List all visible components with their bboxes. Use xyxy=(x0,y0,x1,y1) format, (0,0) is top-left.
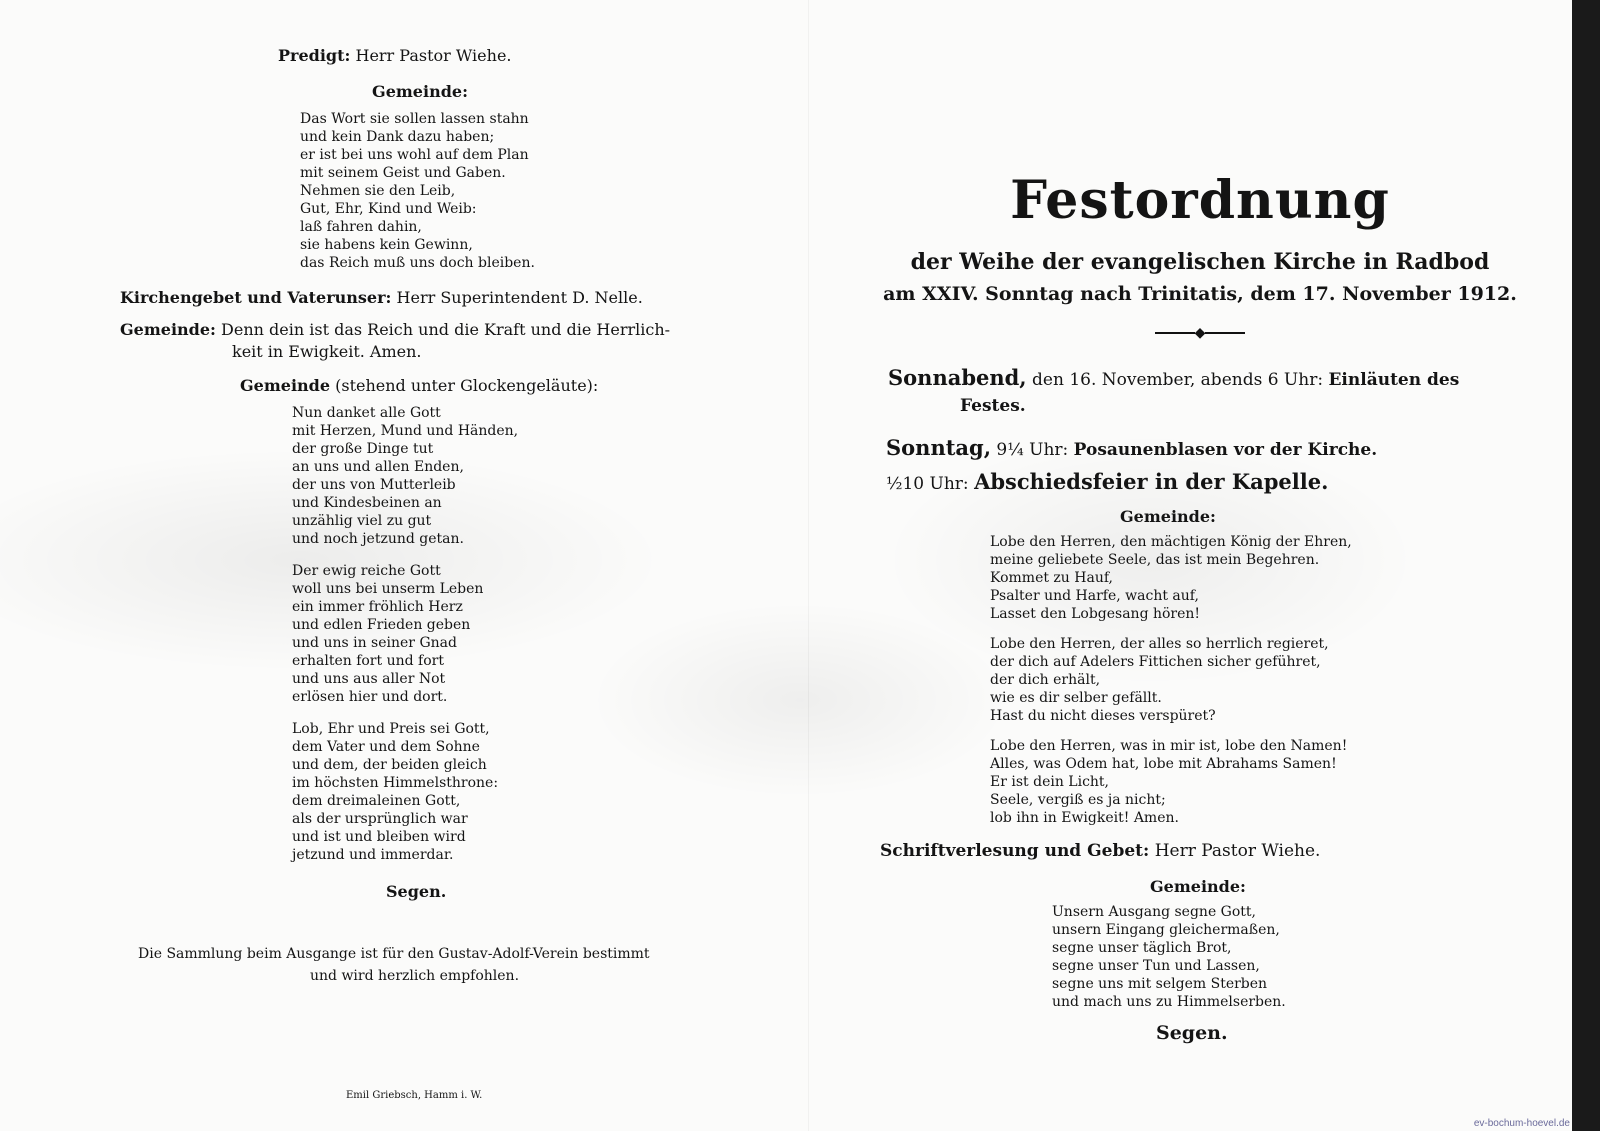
verse-line: mit seinem Geist und Gaben. xyxy=(300,165,506,181)
verse-line: woll uns bei unserm Leben xyxy=(292,581,484,597)
left-page xyxy=(120,46,720,986)
verse-line: sie habens kein Gewinn, xyxy=(300,237,473,253)
sonnabend-event-cont: Festes. xyxy=(960,396,1026,416)
hymn-lobe-den-herren-1 xyxy=(990,533,1520,623)
gemeinde-response-2: keit in Ewigkeit. Amen. xyxy=(232,342,422,361)
sonnabend-event: Einläuten des xyxy=(1328,370,1460,390)
sonntag-event: Posaunenblasen vor der Kirche. xyxy=(1073,440,1378,460)
verse-line: Nun danket alle Gott xyxy=(292,405,441,421)
verse-line: Hast du nicht dieses verspüret? xyxy=(990,708,1216,724)
verse-line: das Reich muß uns doch bleiben. xyxy=(300,255,535,271)
sonnabend-time: den 16. November, abends 6 Uhr: xyxy=(1032,370,1324,390)
verse-line: Lob, Ehr und Preis sei Gott, xyxy=(292,721,490,737)
kirchengebet-label: Kirchengebet und Vaterunser: xyxy=(120,288,392,307)
verse-line: und kein Dank dazu haben; xyxy=(300,129,495,145)
verse-line: Lobe den Herren, den mächtigen König der Ehren, xyxy=(990,534,1352,550)
verse-line: Unsern Ausgang segne Gott, xyxy=(1052,904,1256,920)
verse-line: und mach uns zu Himmelserben. xyxy=(1052,994,1286,1010)
scan-edge xyxy=(1572,0,1600,1131)
document-title: Festordnung xyxy=(1010,170,1390,231)
verse-line: jetzund und immerdar. xyxy=(292,847,454,863)
gemeinde-label-3: Gemeinde xyxy=(240,376,331,395)
segen-left: Segen. xyxy=(386,882,447,901)
verse-line: der dich erhält, xyxy=(990,672,1101,688)
sonntag-label: Sonntag, xyxy=(886,435,992,460)
verse-line: an uns und allen Enden, xyxy=(292,459,464,475)
abschied-line xyxy=(886,469,1520,497)
sammlung-line-2: und wird herzlich empfohlen. xyxy=(310,968,520,984)
verse-line: wie es dir selber gefällt. xyxy=(990,690,1162,706)
schrift-label: Schriftverlesung und Gebet: xyxy=(880,841,1150,861)
verse-line: Alles, was Odem hat, lobe mit Abrahams Samen! xyxy=(990,756,1337,772)
center-fold xyxy=(808,0,809,1131)
schrift-speaker: Herr Pastor Wiehe. xyxy=(1154,841,1321,861)
verse-line: und Kindesbeinen an xyxy=(292,495,442,511)
verse-line: und ist und bleiben wird xyxy=(292,829,466,845)
kirchengebet-speaker: Herr Superintendent D. Nelle. xyxy=(396,288,643,307)
verse-line: Lobe den Herren, der alles so herrlich regieret, xyxy=(990,636,1329,652)
verse-line: meine geliebete Seele, das ist mein Begehren. xyxy=(990,552,1320,568)
schrift-line xyxy=(880,841,1520,861)
sonntag-time: 9¼ Uhr: xyxy=(996,440,1069,460)
verse-line: und noch jetzund getan. xyxy=(292,531,464,547)
gemeinde-response-1: Denn dein ist das Reich und die Kraft und die Herrlich- xyxy=(221,320,671,339)
sonntag-line xyxy=(886,435,1520,463)
verse-line: er ist bei uns wohl auf dem Plan xyxy=(300,147,529,163)
hymn-nun-danket-3 xyxy=(292,720,720,864)
verse-line: Gut, Ehr, Kind und Weib: xyxy=(300,201,477,217)
verse-line: lob ihn in Ewigkeit! Amen. xyxy=(990,810,1179,826)
verse-line: als der ursprünglich war xyxy=(292,811,468,827)
verse-line: Psalter und Harfe, wacht auf, xyxy=(990,588,1199,604)
printer-imprint: Emil Griebsch, Hamm i. W. xyxy=(346,1090,483,1101)
verse-line: erhalten fort und fort xyxy=(292,653,444,669)
verse-line: dem dreimaleinen Gott, xyxy=(292,793,461,809)
verse-line: unzählig viel zu gut xyxy=(292,513,432,529)
verse-line: der uns von Mutterleib xyxy=(292,477,456,493)
segen-right: Segen. xyxy=(1156,1022,1228,1044)
verse-line: Das Wort sie sollen lassen stahn xyxy=(300,111,529,127)
document-subtitle: der Weihe der evangelischen Kirche in Radbod xyxy=(910,249,1490,275)
hymn-unsern-ausgang xyxy=(1052,903,1520,1011)
predigt-line xyxy=(278,46,720,66)
hymn-das-wort xyxy=(300,110,720,272)
verse-line: segne unser täglich Brot, xyxy=(1052,940,1232,956)
gemeinde-response-line xyxy=(120,320,720,340)
sonnabend-line xyxy=(888,365,1520,393)
abschied-event: Abschiedsfeier in der Kapelle. xyxy=(974,469,1329,494)
verse-line: und uns aus aller Not xyxy=(292,671,446,687)
verse-line: unsern Eingang gleichermaßen, xyxy=(1052,922,1280,938)
verse-line: erlösen hier und dort. xyxy=(292,689,448,705)
verse-line: Kommet zu Hauf, xyxy=(990,570,1113,586)
gemeinde-label-2: Gemeinde: xyxy=(120,320,216,339)
gemeinde-heading-3 xyxy=(240,376,720,396)
gemeinde-instruction: (stehend unter Glockengeläute): xyxy=(335,376,599,395)
hymn-nun-danket-1 xyxy=(292,404,720,548)
verse-line: dem Vater und dem Sohne xyxy=(292,739,480,755)
verse-line: Lobe den Herren, was in mir ist, lobe den Namen! xyxy=(990,738,1348,754)
sonnabend-label: Sonnabend, xyxy=(888,365,1027,390)
hymn-nun-danket-2 xyxy=(292,562,720,706)
verse-line: und edlen Frieden geben xyxy=(292,617,471,633)
hymn-lobe-den-herren-2 xyxy=(990,635,1520,725)
gemeinde-heading-1: Gemeinde: xyxy=(372,82,468,101)
verse-line: der dich auf Adelers Fittichen sicher geführet, xyxy=(990,654,1321,670)
verse-line: und uns in seiner Gnad xyxy=(292,635,457,651)
verse-line: segne uns mit selgem Sterben xyxy=(1052,976,1268,992)
abschied-time: ½10 Uhr: xyxy=(886,474,969,494)
gemeinde-heading-right-1: Gemeinde: xyxy=(1120,507,1216,526)
verse-line: Seele, vergiß es ja nicht; xyxy=(990,792,1166,808)
kirchengebet-line xyxy=(120,288,720,308)
watermark-url: ev-bochum-hoevel.de xyxy=(1473,1118,1570,1129)
ornament-divider: ◆ xyxy=(880,325,1520,341)
verse-line: ein immer fröhlich Herz xyxy=(292,599,463,615)
document-date-line: am XXIV. Sonntag nach Trinitatis, dem 17. November 1912. xyxy=(883,283,1517,305)
verse-line: Er ist dein Licht, xyxy=(990,774,1109,790)
verse-line: segne unser Tun und Lassen, xyxy=(1052,958,1260,974)
verse-line: im höchsten Himmelsthrone: xyxy=(292,775,499,791)
verse-line: Lasset den Lobgesang hören! xyxy=(990,606,1201,622)
hymn-lobe-den-herren-3 xyxy=(990,737,1520,827)
verse-line: Der ewig reiche Gott xyxy=(292,563,441,579)
verse-line: laß fahren dahin, xyxy=(300,219,422,235)
sammlung-line-1: Die Sammlung beim Ausgange ist für den Gustav-Adolf-Verein bestimmt xyxy=(138,946,650,962)
verse-line: und dem, der beiden gleich xyxy=(292,757,487,773)
gemeinde-heading-right-2: Gemeinde: xyxy=(1150,877,1246,896)
right-page xyxy=(880,170,1520,1043)
verse-line: mit Herzen, Mund und Händen, xyxy=(292,423,519,439)
predigt-speaker: Herr Pastor Wiehe. xyxy=(355,46,512,65)
verse-line: der große Dinge tut xyxy=(292,441,434,457)
verse-line: Nehmen sie den Leib, xyxy=(300,183,456,199)
predigt-label: Predigt: xyxy=(278,46,351,65)
